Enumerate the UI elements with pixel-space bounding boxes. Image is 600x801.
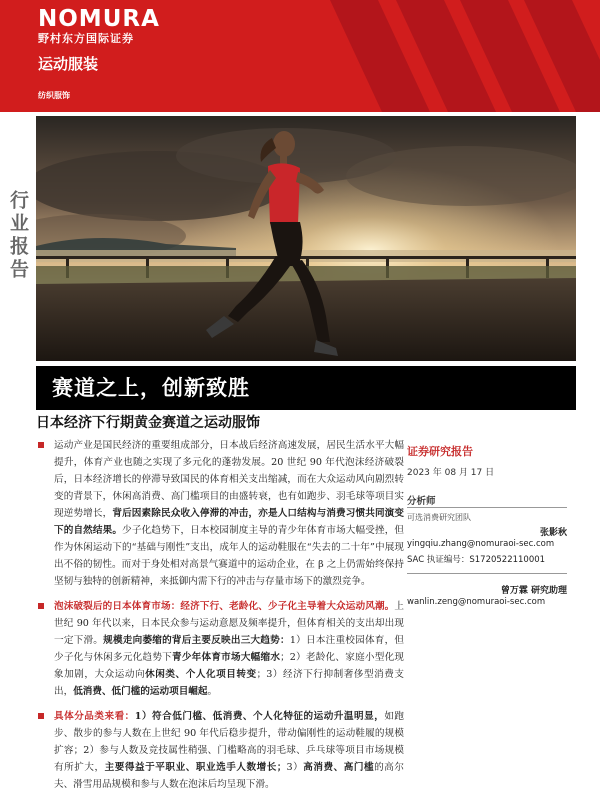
paragraph-text: 。 bbox=[207, 686, 218, 697]
divider bbox=[407, 507, 567, 508]
research-team: 可选消费研究团队 bbox=[407, 513, 471, 522]
analyst-sac-number: SAC 执证编号：S1720522110001 bbox=[407, 555, 546, 565]
hero-image-runner bbox=[36, 116, 576, 361]
header-banner bbox=[0, 0, 600, 112]
paragraph-text: 3） bbox=[286, 762, 304, 773]
divider bbox=[407, 573, 567, 574]
paragraph-lead: 泡沫破裂后的日本体育市场：经济下行、老龄化、少子化主导着大众运动风潮。 bbox=[54, 601, 395, 612]
logo-stripes-graphic bbox=[300, 0, 600, 112]
summary-column bbox=[36, 437, 404, 801]
paragraph-text: 背后因素除民众收入停滞的冲击，亦是人口结构与消费习惯共同演变下的自然结果。 bbox=[54, 508, 405, 536]
assistant-name: 曾万霖 研究助理 bbox=[500, 586, 567, 596]
runner-sunset-illustration bbox=[36, 116, 576, 361]
assistant-email[interactable]: wanlin.zeng@nomuraoi-sec.com bbox=[407, 597, 546, 607]
paragraph-text: ；3）经济下行抑制奢侈型消费支出， bbox=[54, 669, 404, 697]
analyst-name: 张影秋 bbox=[539, 528, 567, 538]
paragraph-text: 休闲类、个人化项目转变 bbox=[145, 669, 257, 680]
paragraph-text: ；2）老龄化、家庭小型化现象加剧，大众运动向 bbox=[54, 652, 405, 680]
paragraph-text: 青少年体育市场大幅缩水 bbox=[172, 652, 281, 663]
bullet-square-icon bbox=[38, 603, 44, 609]
bullet-square-icon bbox=[38, 442, 44, 448]
sector-title: 运动服装 bbox=[38, 55, 99, 73]
paragraph-text: 高消费、高门槛 bbox=[303, 762, 375, 773]
paragraph-text: 上世纪 90 年代以来，日本民众参与运动意愿及频率提升，但体育相关的支出却出现一定下滑。 bbox=[54, 601, 404, 646]
paragraph-text: 如跑步、散步的参与人数在上世纪 90 年代后稳步提升，带动偏刚性的运动鞋履的规模扩容；2）参与人数及竞技属性稍强、门槛略高的羽毛球、乒乓球等项目市场规模有所扩大， bbox=[54, 711, 405, 773]
summary-paragraph bbox=[36, 437, 404, 590]
paragraph-text: 少子化趋势下，日本校园制度主导的青少年体育市场大幅受挫，但作为休闲运动下的“基础与刚性”支出，成年人的运动鞋服在“失去的二十年”中展现出不俗的韧性。而对于身处相对高景气赛道中的运动企业，在 β 之上仍需始终保持坚韧与独特的创新精神，来抵御内需下行的冲击与存量市场下的激烈竞争。 bbox=[54, 525, 405, 587]
paragraph-text: 1）日本注重校园体育，但少子化与休闲多元化趋势下 bbox=[54, 635, 405, 663]
paragraph-text: 主要得益于平职业、职业选手人数增长； bbox=[104, 762, 287, 773]
paragraph-text: 的高尔夫、滑雪用品规模和参与人数在泡沫后均呈现下滑。 bbox=[54, 762, 405, 790]
summary-paragraph bbox=[36, 598, 404, 700]
paragraph-text: 运动产业是国民经济的重要组成部分，日本战后经济高速发展，居民生活水平大幅提升，体育产业也随之实现了多元化的蓬勃发展。20 世纪 90 年代泡沫经济破裂后，日本经济增长的停滞导致国民的体育相关支出缩减，而在大众运动风向剧烈转变的背景下，休闲高消费、高门槛项目的由盛转衰，也有如跑步、羽毛球等项目实现逆势增长， bbox=[54, 440, 404, 519]
report-title: 赛道之上，创新致胜 bbox=[52, 376, 250, 400]
paragraph-lead: 具体分品类来看： bbox=[54, 711, 135, 722]
paragraph-text: 规模走向萎缩的背后主要反映出三大趋势： bbox=[103, 635, 290, 646]
analyst-email[interactable]: yingqiu.zhang@nomuraoi-sec.com bbox=[407, 539, 555, 549]
bullet-square-icon bbox=[38, 713, 44, 719]
report-type-vertical-label: 行业报告 bbox=[7, 190, 29, 282]
company-name-cn: 野村东方国际证券 bbox=[38, 32, 134, 45]
subsector-label: 纺织服饰 bbox=[38, 91, 70, 100]
report-date: 2023 年 08 月 17 日 bbox=[407, 468, 495, 478]
paragraph-text: 低消费、低门槛的运动项目崛起 bbox=[73, 686, 208, 697]
analyst-heading: 分析师 bbox=[407, 496, 436, 507]
report-title-bar bbox=[36, 366, 576, 410]
paragraph-text: 1）符合低门槛、低消费、个人化特征的运动升温明显， bbox=[134, 711, 385, 722]
report-subtitle: 日本经济下行期黄金赛道之运动服饰 bbox=[36, 415, 260, 431]
summary-paragraph bbox=[36, 708, 404, 793]
report-type-label: 证券研究报告 bbox=[407, 445, 473, 458]
company-logo: NOMURA bbox=[38, 6, 160, 32]
